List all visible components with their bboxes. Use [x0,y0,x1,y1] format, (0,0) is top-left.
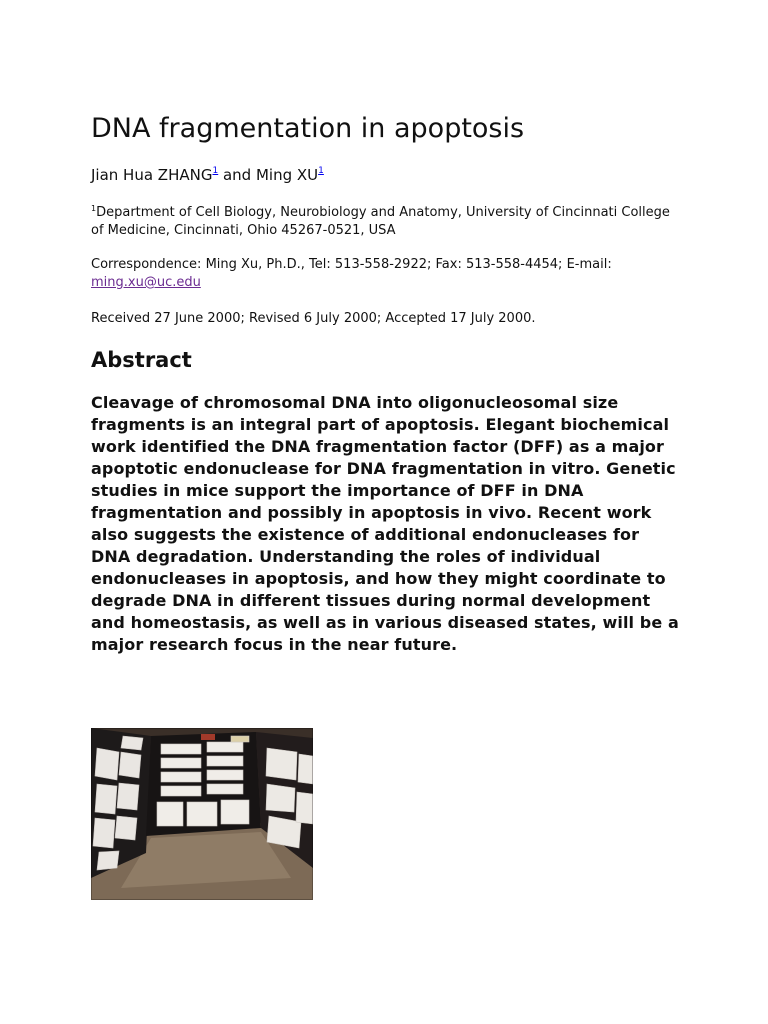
affiliation-marker: 1 [91,204,97,213]
correspondence [91,256,671,292]
affiliation [91,204,671,240]
publication-dates: Received 27 June 2000; Revised 6 July 2000; Accepted 17 July 2000. [91,311,536,326]
correspondence-text: Correspondence: Ming Xu, Ph.D., Tel: 513-558-2922; Fax: 513-558-4454; E-mail: [91,257,612,272]
abstract-text: Cleavage of chromosomal DNA into oligonucleosomal size fragments is an integral part of apoptosis. Elegant biochemical work identified the DNA fragmentation factor (DFF) as a major apoptotic endonuclease for DNA fragmentation in vitro. Genetic studies in mice support the importance of DFF in DNA fragmentation and possibly in apoptosis in vivo. Recent work also suggests the existence of additional endonucleases for DNA degradation. Understanding the roles of individual endonucleases in apoptosis, and how they might coordinate to degrade DNA in different tissues during normal development and homeostasis, as well as in various diseased states, will be a major research focus in the near future. [91,393,679,654]
author-connector: and [218,166,256,184]
affiliation-text: Department of Cell Biology, Neurobiology and Anatomy, University of Cincinnati College of Medicine, Cincinnati, Ohio 45267-0521, USA [91,205,670,238]
author-name-2: Ming XU [255,166,319,184]
author-name-1: Jian Hua ZHANG [91,166,213,184]
email-link[interactable]: ming.xu@uc.edu [91,275,201,290]
author-line [91,164,324,186]
author-1-affiliation-link[interactable]: 1 [212,166,219,176]
abstract-heading: Abstract [91,348,192,372]
poster-board-photo [91,728,313,900]
article-title: DNA fragmentation in apoptosis [91,113,525,144]
poster-board-image [91,728,313,900]
author-2-affiliation-link[interactable]: 1 [318,166,324,176]
